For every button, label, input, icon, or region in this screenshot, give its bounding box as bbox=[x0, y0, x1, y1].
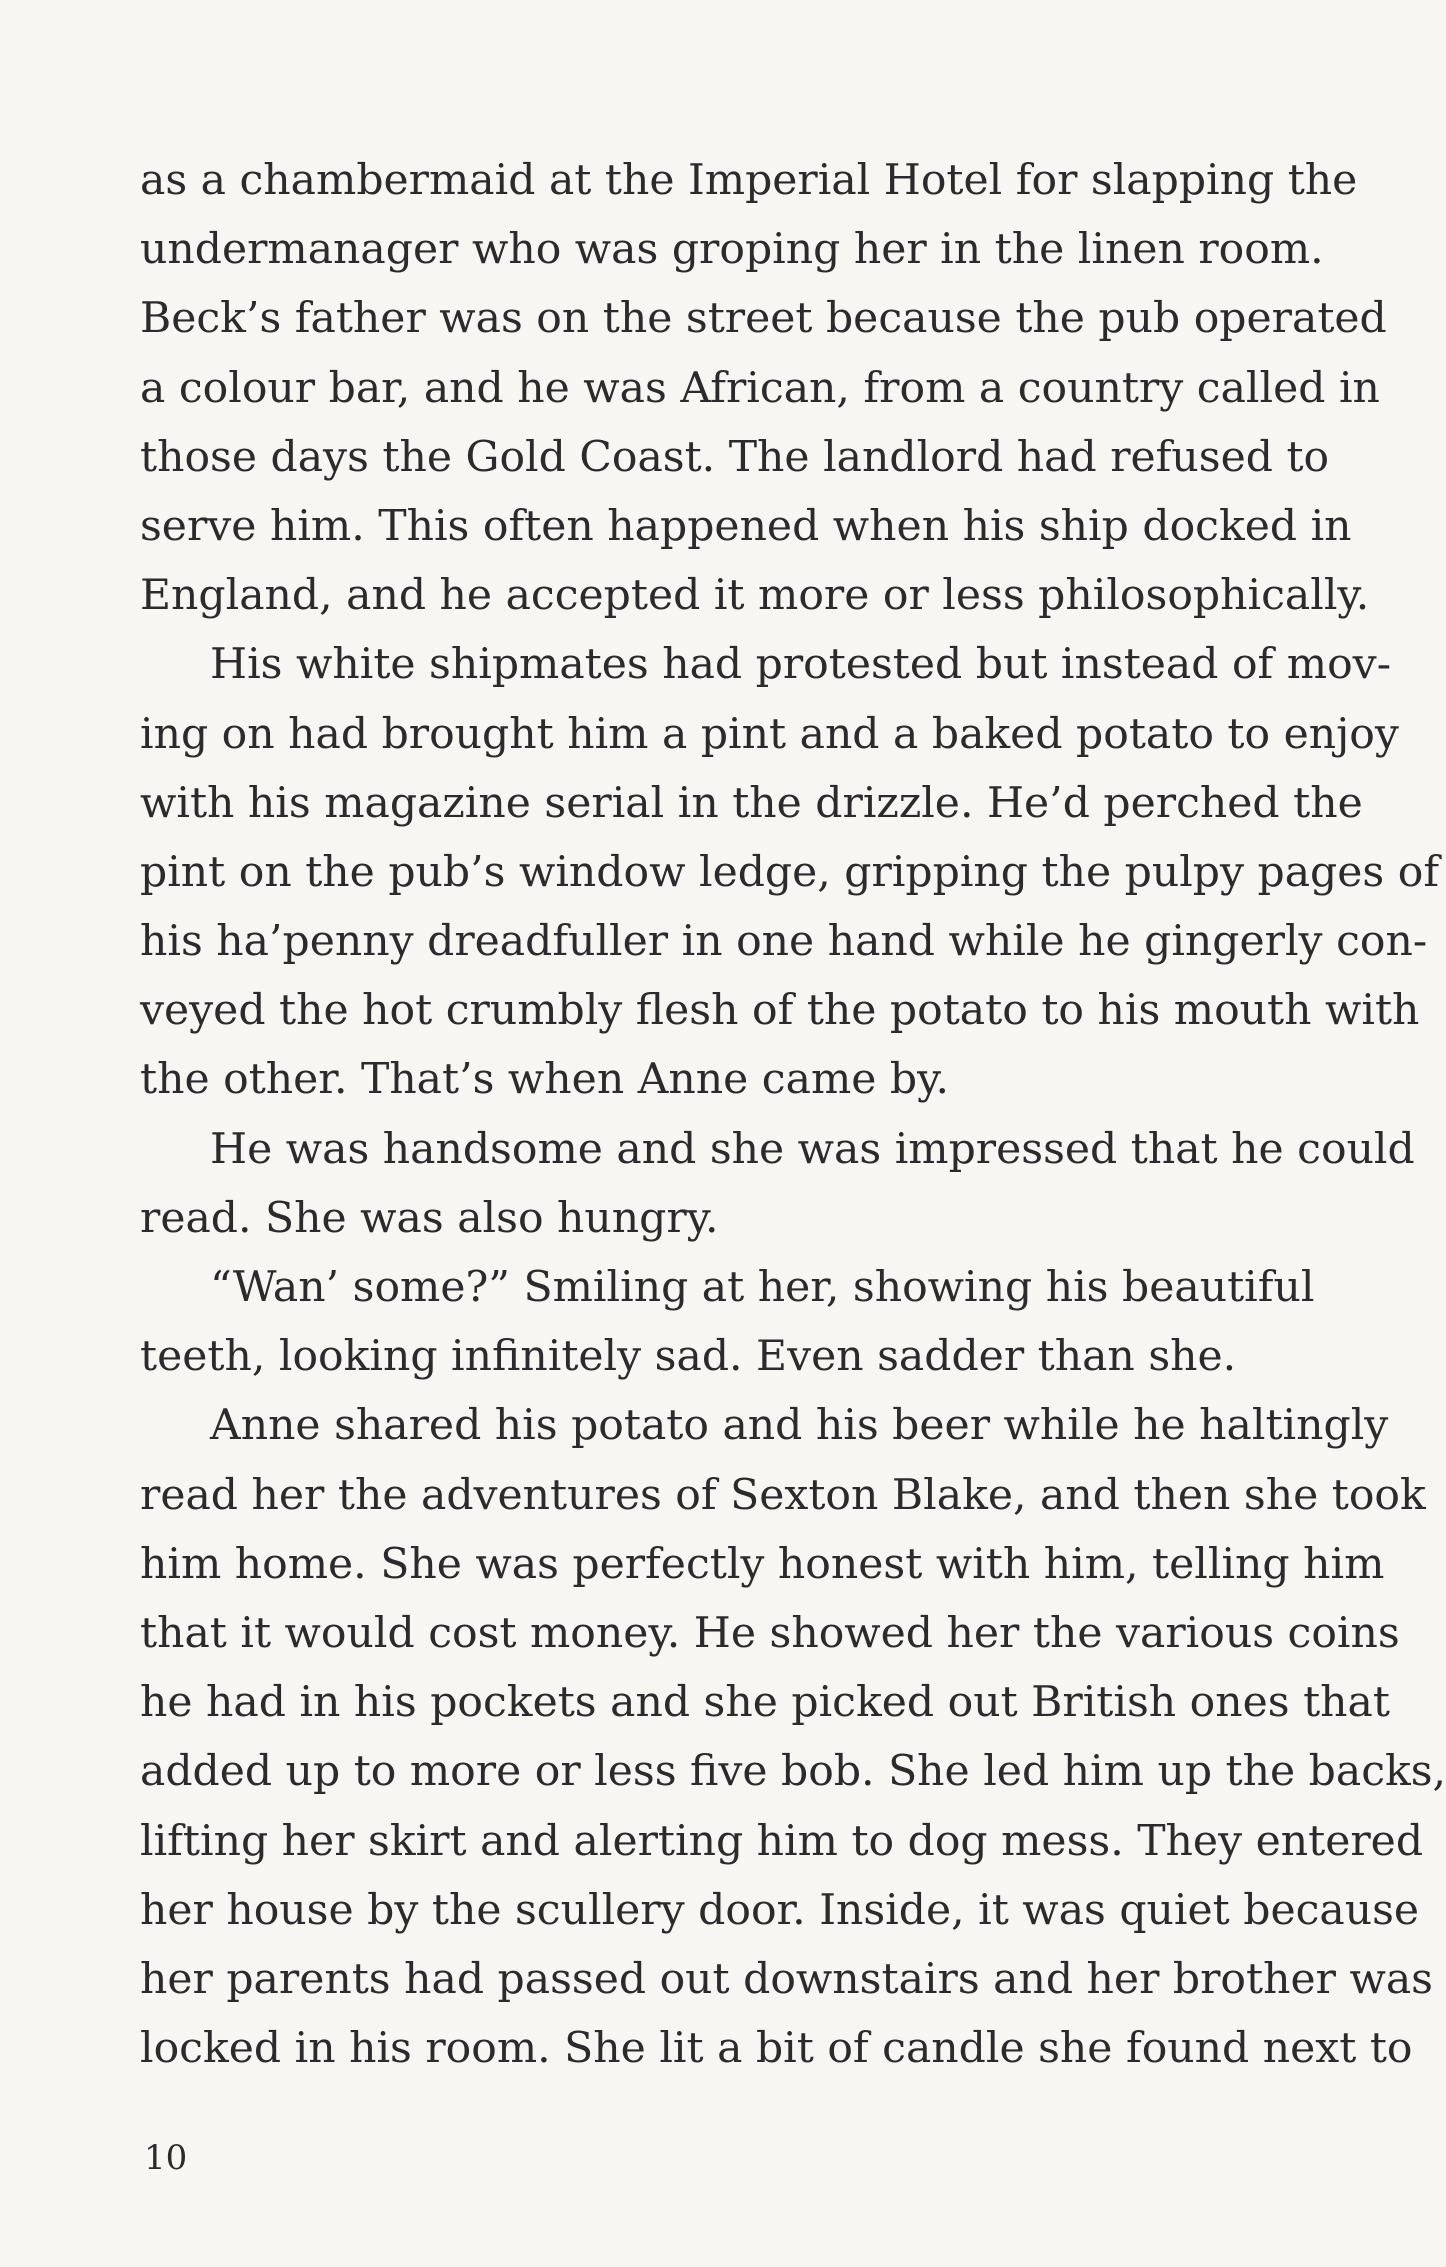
text-line: He was handsome and she was impressed that he could bbox=[210, 1124, 1415, 1174]
text-line: teeth, looking infinitely sad. Even sadder than she. bbox=[140, 1332, 1237, 1382]
paragraph bbox=[140, 1253, 1315, 1391]
text-line: veyed the hot crumbly flesh of the potato to his mouth with bbox=[140, 986, 1420, 1036]
text-line: her house by the scullery door. Inside, it was quiet because bbox=[140, 1885, 1420, 1935]
text-line: his ha’penny dreadfuller in one hand while he gingerly con- bbox=[140, 917, 1428, 967]
paragraph bbox=[140, 146, 1387, 630]
text-line: that it would cost money. He showed her the various coins bbox=[140, 1608, 1400, 1658]
paragraph bbox=[140, 630, 1440, 1114]
text-line: ing on had brought him a pint and a baked potato to enjoy bbox=[140, 709, 1399, 759]
text-line: undermanager who was groping her in the linen room. bbox=[140, 225, 1324, 275]
text-line: “Wan’ some?” Smiling at her, showing his beautiful bbox=[210, 1263, 1315, 1312]
text-line: as a chambermaid at the Imperial Hotel for slapping the bbox=[140, 156, 1358, 205]
text-line: serve him. This often happened when his ship docked in bbox=[140, 501, 1352, 551]
text-line: Anne shared his potato and his beer while he haltingly bbox=[210, 1401, 1389, 1451]
paragraph bbox=[140, 1391, 1446, 2083]
text-line: the other. That’s when Anne came by. bbox=[140, 1055, 949, 1105]
body-text bbox=[140, 146, 1446, 2083]
paragraph bbox=[140, 1115, 1415, 1253]
text-line: a colour bar, and he was African, from a country called in bbox=[140, 363, 1380, 413]
text-line: pint on the pub’s window ledge, gripping the pulpy pages of bbox=[140, 847, 1440, 897]
text-line: locked in his room. She lit a bit of candle she found next to bbox=[140, 2024, 1413, 2074]
text-line: him home. She was perfectly honest with him, telling him bbox=[140, 1539, 1385, 1589]
text-line: those days the Gold Coast. The landlord had refused to bbox=[140, 432, 1330, 482]
text-line: added up to more or less five bob. She led him up the backs, bbox=[140, 1747, 1446, 1797]
text-line: England, and he accepted it more or less philosophically. bbox=[140, 571, 1370, 621]
text-line: he had in his pockets and she picked out British ones that bbox=[140, 1678, 1390, 1728]
page-number: 10 bbox=[144, 2138, 188, 2178]
text-line: her parents had passed out downstairs and her brother was bbox=[140, 1954, 1433, 2004]
text-line: with his magazine serial in the drizzle. He’d perched the bbox=[140, 778, 1363, 828]
text-line: His white shipmates had protested but instead of mov- bbox=[210, 640, 1392, 690]
text-line: Beck’s father was on the street because the pub operated bbox=[140, 294, 1387, 344]
text-line: read her the adventures of Sexton Blake, and then she took bbox=[140, 1470, 1426, 1520]
text-line: lifting her skirt and alerting him to dog mess. They entered bbox=[140, 1816, 1424, 1866]
text-line: read. She was also hungry. bbox=[140, 1193, 719, 1243]
